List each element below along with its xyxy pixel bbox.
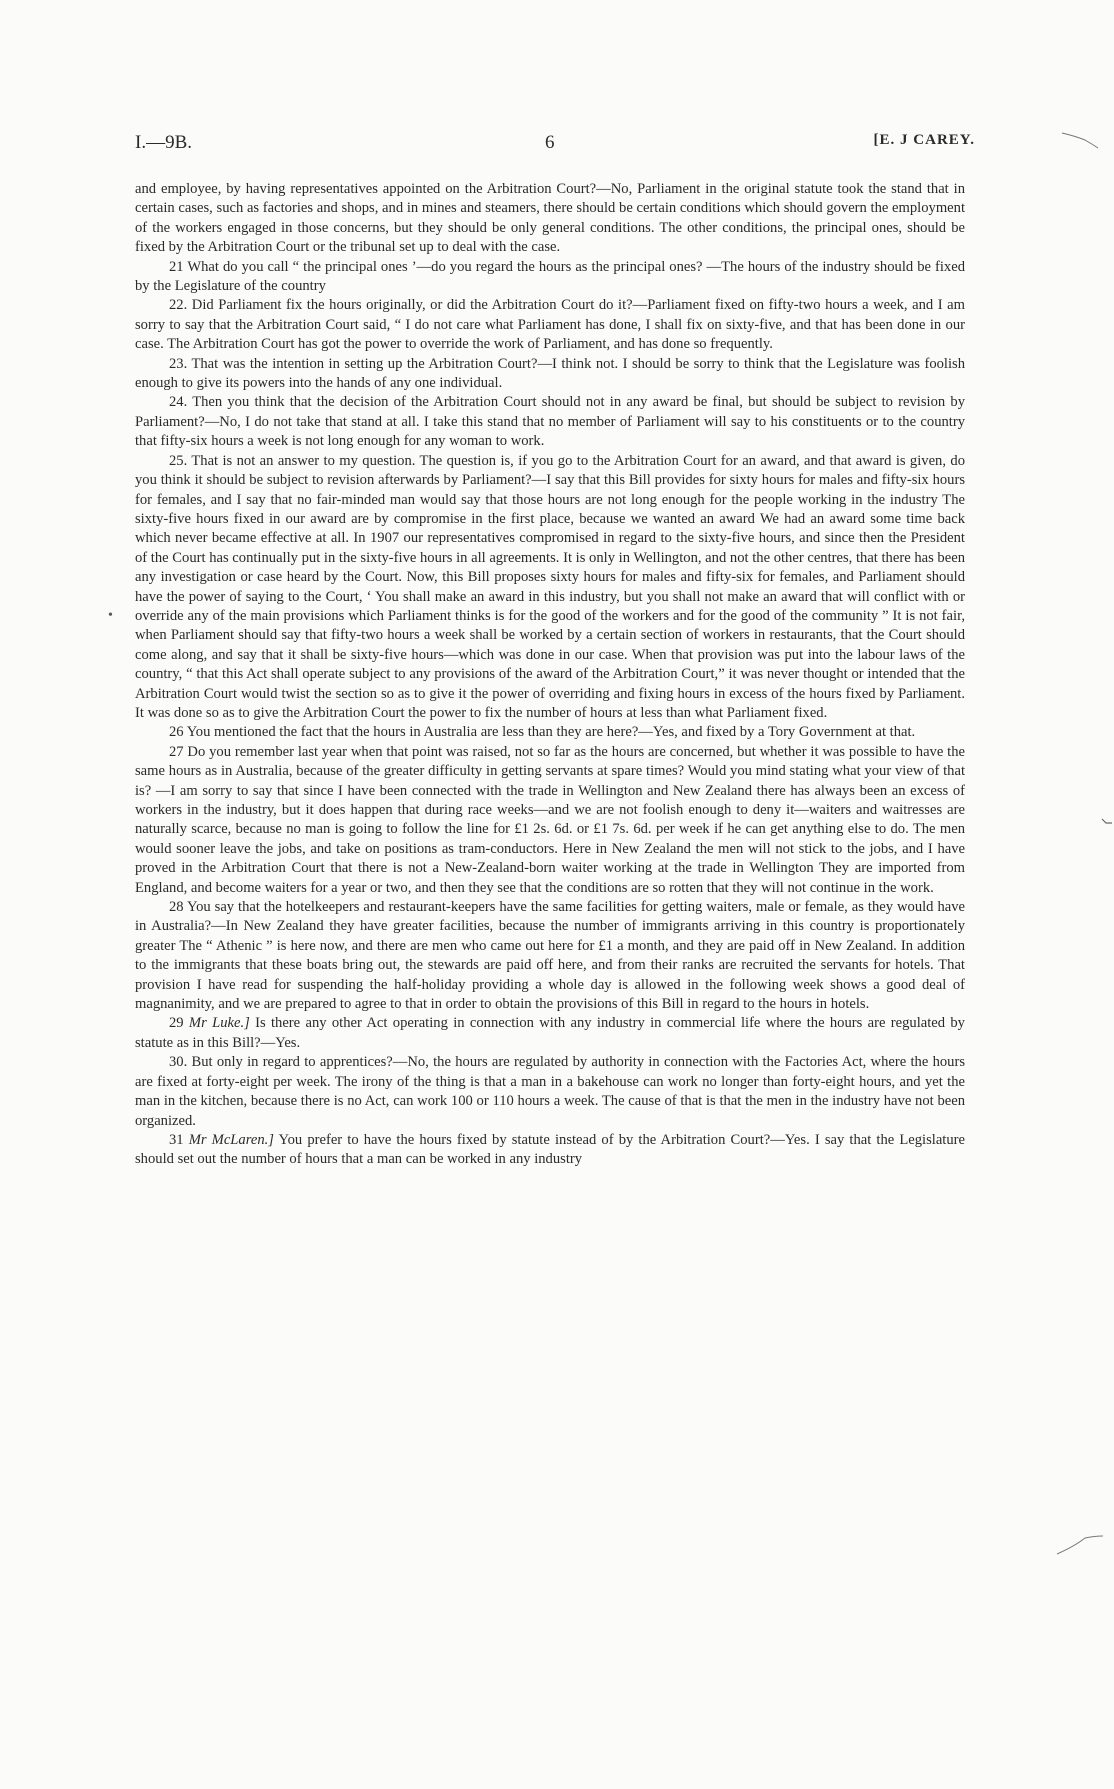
document-reference: I.—9B.: [135, 132, 192, 153]
question-text: Is there any other Act operating in connection with any industry in commercial life where the hours are regulated by statute as in this Bill?—Yes.: [135, 1015, 965, 1051]
margin-mark: •: [108, 608, 113, 623]
speaker-name: Mr McLaren.]: [188, 1131, 274, 1148]
paragraph-q27: 27 Do you remember last year when that point was raised, not so far as the hours are concerned, but whether it was possible to have the same hours as in Australia, because of the greater difficulty in getting servants at spare times? Would you mind stating what your view of that is? —I am sorry to say that since I have been connected with the trade in Wellington and New Zealand there has always been an excess of workers in the industry, but it does happen that during race weeks—and we are not foolish enough to deny it—waiters and waitresses are naturally scarce, because no man is going to follow the line for £1 2s. 6d. or £1 7s. 6d. per week if he can get anything else to do. The men would sooner leave the jobs, and take on positions as tram-conductors. Here in New Zealand the men will not stick to the jobs, and I have proved in the Arbitration Court that there is not a New-Zealand-born waiter working at the trade in Wellington They are imported from England, and become waiters for a year or two, and then they see that the conditions are so rotten that they will not continue in the work.: [135, 743, 965, 896]
document-body: [135, 180, 965, 1170]
paragraph-q23: 23. That was the intention in setting up the Arbitration Court?—I think not. I should be sorry to think that the Legislature was foolish enough to give its powers into the hands of any one individual.: [135, 355, 965, 392]
paragraph-q25: 25. That is not an answer to my question. The question is, if you go to the Arbitration Court for an award, and that award is given, do you think it should be subject to revision afterwards by Parliament?—I say that this Bill provides for sixty hours for males and fifty-six hours for females, and I say that no fair-minded man would say that those hours are not long enough for the people working in the industry The sixty-five hours fixed in our award are by compromise in the first place, because we wanted an award We had an award some time back which never became effective at all. In 1907 our representatives compromised in regard to the sixty-five hours, and since then the President of the Court has continually put in the sixty-five hours in all agreements. It is only in Wellington, and not the other centres, that there has been any investigation or case heard by the Court. Now, this Bill proposes sixty hours for males and fifty-six for females, and Parliament should have the power of saying to the Court, ‘ You shall make an award in this industry, but you shall not make an award that will conflict with or override any of the main provisions which Parliament thinks is for the good of the workers and for the good of the community ” It is not fair, when Parliament should say that fifty-two hours a week shall be worked by a certain section of workers in restaurants, that the Court should come along, and say that it shall be sixty-five hours—which was done in our case. When that provision was put into the labour laws of the country, “ that this Act shall operate subject to any provisions of the award of the Arbitration Court,” it was never thought or intended that the Arbitration Court would twist the section so as to give it the power of overriding and fixing hours in excess of the hours fixed by Parliament. It was done so as to give the Arbitration Court the power to fix the number of hours at less than what Parliament fixed.: [135, 452, 965, 721]
question-text: You prefer to have the hours fixed by statute instead of by the Arbitration Court?—Yes. I say that the Legislature should set out the number of hours that a man can be worked in any industry: [135, 1131, 965, 1168]
page-header: [135, 132, 975, 162]
page-number: 6: [545, 132, 555, 153]
question-number: 29: [169, 1015, 184, 1032]
paragraph-q26: 26 You mentioned the fact that the hours in Australia are less than they are here?—Yes, and fixed by a Tory Government at that.: [169, 724, 916, 741]
witness-name: [E. J CAREY.: [873, 132, 975, 148]
paragraph-q21: 21 What do you call “ the principal ones ’—do you regard the hours as the principal ones? —The hours of the industry should be fixed by the Legislature of the country: [135, 258, 965, 295]
paragraph-q24: 24. Then you think that the decision of the Arbitration Court should not in any award be final, but should be subject to revision by Parliament?—No, I do not take that stand at all. I take this stand that no member of Parliament will say to his constituents or to the country that fifty-six hours a week is not long enough for any woman to work.: [135, 394, 965, 450]
paragraph-q31: [135, 1131, 965, 1170]
margin-scratch-lower: [1055, 1530, 1105, 1560]
paragraph-q29: [135, 1014, 965, 1053]
question-number: 31: [169, 1131, 184, 1148]
paragraph-q22: 22. Did Parliament fix the hours originally, or did the Arbitration Court do it?—Parliament fixed on fifty-two hours a week, and I am sorry to say that the Arbitration Court said, “ I do not care what Parliament has done, I shall fix on sixty-five, and that has been done in our case. The Arbitration Court has got the power to override the work of Parliament, and has done so frequently.: [135, 297, 965, 353]
paragraph-q30: 30. But only in regard to apprentices?—No, the hours are regulated by authority in connection with the Factories Act, where the hours are fixed at forty-eight per week. The irony of the thing is that a man in a bakehouse can work no longer than forty-eight hours, and yet the man in the kitchen, because there is no Act, can work 100 or 110 hours a week. The cause of that is that the men in the industry have not been organized.: [135, 1054, 965, 1129]
paragraph-continuation: and employee, by having representatives appointed on the Arbitration Court?—No, Parliament in the original statute took the stand that in certain cases, such as factories and shops, and in mines and steamers, there should be certain conditions which should govern the employment of the workers engaged in those concerns, but they should be only general conditions. The other conditions, the principal ones, should be fixed by the Arbitration Court or the tribunal set up to deal with the case.: [135, 181, 965, 256]
paragraph-q28: 28 You say that the hotelkeepers and restaurant-keepers have the same facilities for getting waiters, male or female, as they would have in Australia?—In New Zealand they have greater facilities, because the number of immigrants arriving in this country is proportionately greater The “ Athenic ” is here now, and there are men who came out here for £1 a month, and they are paid off in New Zealand. In addition to the immigrants that these boats bring out, the stewards are paid off here, and from their ranks are recruited the servants for hotels. That provision I have read for suspending the half-holiday providing a whole day is allowed in the following week shows a good deal of magnanimity, and we are prepared to agree to that in order to obtain the provisions of this Bill in regard to the hours in hotels.: [135, 899, 965, 1013]
margin-tick: [1100, 815, 1114, 831]
margin-scratch: [1060, 128, 1100, 153]
speaker-name: Mr Luke.]: [188, 1015, 250, 1032]
